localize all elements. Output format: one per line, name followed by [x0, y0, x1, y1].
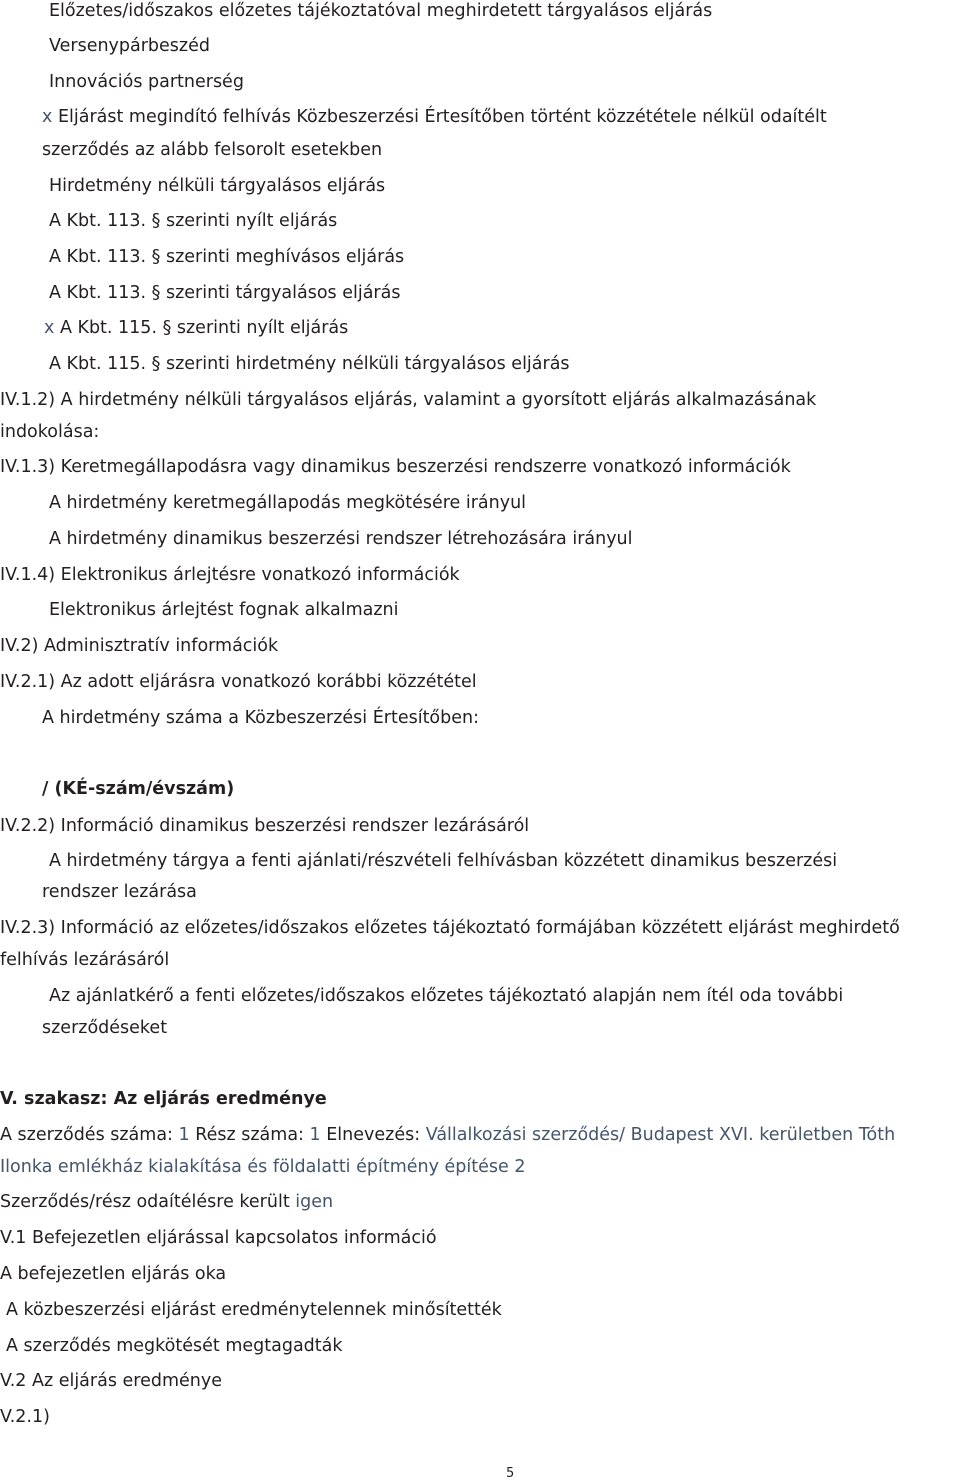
notice-number-label: A hirdetmény száma a Közbeszerzési Értesítőben:	[42, 708, 480, 728]
awarded-label: Szerződés/rész odaítélésre került	[0, 1192, 290, 1212]
option-label: A Kbt. 115. § szerinti nyílt eljárás	[59, 318, 349, 338]
notice-number-format: / (KÉ-szám/évszám)	[42, 779, 235, 799]
contract-name: Vállalkozási szerződés/ Budapest XVI. kerületben Tóth	[425, 1125, 896, 1145]
option-kbt113-open: A Kbt. 113. § szerinti nyílt eljárás	[49, 211, 338, 231]
iv-1-2-heading: IV.1.2) A hirdetmény nélküli tárgyalásos eljárás, valamint a gyorsított eljárás alkalmazásának	[0, 390, 817, 410]
part-number-label: Rész száma:	[195, 1125, 304, 1145]
contract-info-line1	[0, 1124, 895, 1146]
iv-1-2-heading-cont: indokolása:	[0, 422, 100, 442]
v1-reason-label: A befejezetlen eljárás oka	[0, 1264, 227, 1284]
iv-2-heading: IV.2) Adminisztratív információk	[0, 636, 279, 656]
iv-1-4-heading: IV.1.4) Elektronikus árlejtésre vonatkozó információk	[0, 565, 460, 585]
contract-number: 1	[178, 1125, 190, 1145]
option-framework-agreement: A hirdetmény keretmegállapodás megkötésére irányul	[49, 493, 527, 513]
awarded-line	[0, 1191, 333, 1213]
iv-2-1-heading: IV.2.1) Az adott eljárásra vonatkozó korábbi közzététel	[0, 672, 477, 692]
page-number: 5	[506, 1466, 515, 1481]
v2-1-heading: V.2.1)	[0, 1407, 50, 1427]
awarded-value: igen	[295, 1192, 334, 1212]
option-no-further-contracts-line2: szerződéseket	[42, 1018, 168, 1038]
option-innovation-partnership: Innovációs partnerség	[49, 72, 244, 92]
option-kbt115-negotiated: A Kbt. 115. § szerinti hirdetmény nélküli tárgyalásos eljárás	[49, 354, 570, 374]
option-prior-information-procedure: Előzetes/időszakos előzetes tájékoztatóval meghirdetett tárgyalásos eljárás	[49, 1, 713, 21]
option-without-publication-line2: szerződés az alább felsorolt esetekben	[42, 140, 383, 160]
option-kbt115-open	[44, 317, 348, 339]
option-dynamic-purchasing: A hirdetmény dinamikus beszerzési rendszer létrehozására irányul	[49, 529, 633, 549]
iv-2-2-heading: IV.2.2) Információ dinamikus beszerzési rendszer lezárásáról	[0, 816, 530, 836]
option-dps-closure-line1: A hirdetmény tárgya a fenti ajánlati/részvételi felhívásban közzétett dinamikus beszerzési	[49, 851, 838, 871]
option-kbt113-negotiated: A Kbt. 113. § szerinti tárgyalásos eljárás	[49, 283, 401, 303]
contract-number-label: A szerződés száma:	[0, 1125, 173, 1145]
option-without-publication-line1	[42, 106, 827, 128]
option-unsuccessful: A közbeszerzési eljárást eredménytelennek minősítették	[6, 1300, 502, 1320]
option-electronic-auction: Elektronikus árlejtést fognak alkalmazni	[49, 600, 399, 620]
section-v-title: V. szakasz: Az eljárás eredménye	[0, 1089, 327, 1109]
iv-2-3-heading: IV.2.3) Információ az előzetes/időszakos előzetes tájékoztató formájában közzétett eljárást meghirdető	[0, 918, 900, 938]
selected-mark: x	[44, 318, 55, 338]
option-negotiated-without-notice: Hirdetmény nélküli tárgyalásos eljárás	[49, 176, 386, 196]
contract-name-label: Elnevezés:	[326, 1125, 421, 1145]
iv-2-3-heading-cont: felhívás lezárásáról	[0, 950, 170, 970]
option-competitive-dialogue: Versenypárbeszéd	[49, 36, 210, 56]
option-refused-contract: A szerződés megkötését megtagadták	[6, 1336, 343, 1356]
iv-1-3-heading: IV.1.3) Keretmegállapodásra vagy dinamikus beszerzési rendszerre vonatkozó információk	[0, 457, 791, 477]
option-dps-closure-line2: rendszer lezárása	[42, 882, 197, 902]
contract-name-cont: Ilonka emlékház kialakítása és földalatti építmény építése 2	[0, 1157, 526, 1177]
part-number: 1	[309, 1125, 321, 1145]
option-label: Eljárást megindító felhívás Közbeszerzési Értesítőben történt közzététele nélkül odaítélt	[57, 107, 827, 127]
option-kbt113-restricted: A Kbt. 113. § szerinti meghívásos eljárás	[49, 247, 405, 267]
v1-heading: V.1 Befejezetlen eljárással kapcsolatos információ	[0, 1228, 437, 1248]
v2-heading: V.2 Az eljárás eredménye	[0, 1371, 222, 1391]
selected-mark: x	[42, 107, 53, 127]
option-no-further-contracts-line1: Az ajánlatkérő a fenti előzetes/időszakos előzetes tájékoztató alapján nem ítél oda további	[49, 986, 844, 1006]
